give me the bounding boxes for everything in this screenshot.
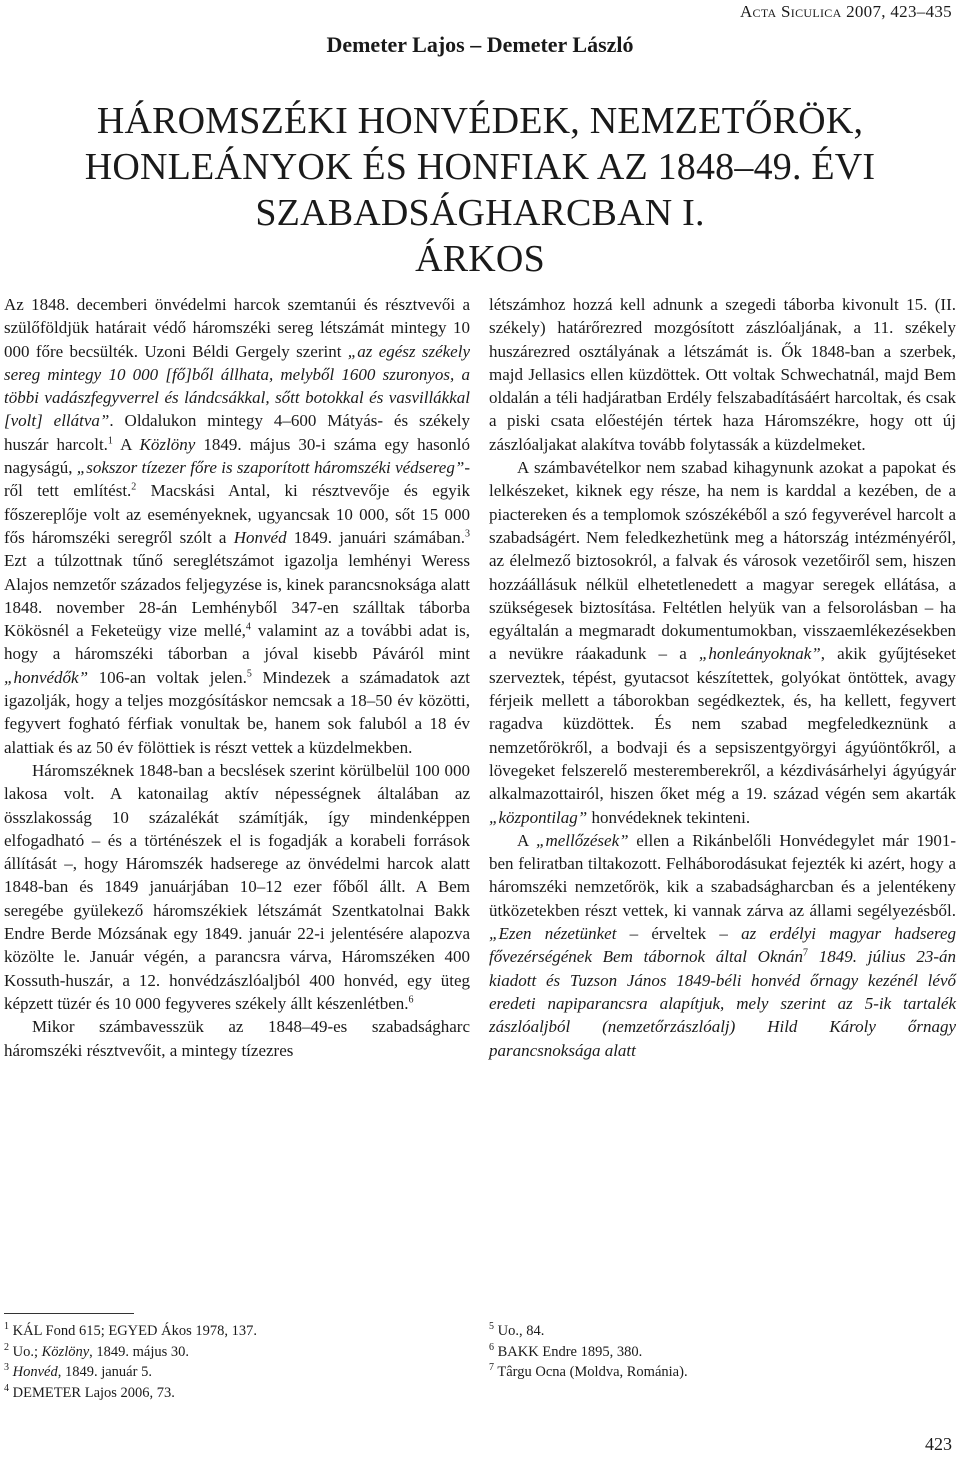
paragraph: Mikor számbavesszük az 1848–49-es szabadságharc háromszéki résztvevőit, a mintegy tízezres [4, 1017, 470, 1060]
footnote-number: 5 [489, 1321, 494, 1333]
footnote-ref[interactable]: 4 [245, 621, 251, 633]
footnote-text: KÁL Fond 615; EGYED Ákos 1978, 137. [12, 1323, 257, 1339]
text-run: Ezt a túlzottnak tűnő sereglétszámot igazolja lemhényi Weress Alajos nemzetőr százados feljegyzése is, kinek parancsnoksága alatt 1848. november 28-án Lemhényből 347-en szálltak táborba Kökösnél a Feketeügy vize mellé, [4, 551, 470, 641]
footnote [489, 1362, 949, 1383]
footnote-number: 4 [4, 1382, 9, 1394]
quote: „központilag” [489, 807, 588, 827]
left-column [4, 293, 470, 1062]
text-run: , akik gyűjtéseket szerveztek, tépést, gyutacsot készítettek, golyókat öntöttek, avagy férjeik mellett a táborokban segédkeztek, és, ha kellett, fegyvert ragadva küzdöttek. És nem szabad megfeledkeznünk a nemzetőrökről, a bodvaji és a sepsiszentgyörgyi ágyúöntőkről, a lövegeket felszerelő mesteremberekről, a kézdivásárhelyi ágyúgyár alkalmazottairól, hiszen őket még a 19. század végén sem akarták [489, 644, 956, 804]
quote: „Ezen nézetünket [489, 924, 617, 944]
footnote [4, 1321, 464, 1342]
text-run: honvédeknek tekinteni. [587, 807, 751, 827]
footnote-number: 7 [489, 1362, 494, 1374]
text-run: A [517, 830, 537, 850]
text-run: -ről tett említést. [4, 458, 470, 501]
footnote-text: Uo.; [12, 1343, 42, 1360]
footnote-source: Honvéd [12, 1364, 58, 1380]
footnote-text: , 1849. január 5. [57, 1364, 152, 1380]
footnote-number: 3 [4, 1362, 9, 1374]
footnote-ref[interactable]: 5 [246, 668, 252, 680]
source-title: Közlöny [139, 434, 196, 454]
footnote-text: , 1849. május 30. [89, 1343, 190, 1360]
footnote-text: DEMETER Lajos 2006, 73. [12, 1384, 175, 1401]
footnotes-right [489, 1321, 949, 1383]
footnote-ref[interactable]: 7 [803, 947, 809, 959]
text-run: Macskási Antal, ki résztvevője és egyik főszereplője volt az eseményeknek, ugyancsak 10 000, sőt 15 000 fős háromszéki seregről szólt a [4, 481, 470, 547]
quote: „sokszor tízezer főre is szaporított háromszéki védsereg” [76, 458, 465, 478]
quote: „az egész székely sereg mintegy 10 000 [fő]ből állhata, melyből 1600 szuronyos, a többi vadászfegyverrel és lándcsákkal, sőtt botokkal és vasvillákkal [volt] ellátva” [4, 341, 470, 431]
footnote-ref[interactable]: 6 [408, 994, 414, 1006]
running-head: Acta Siculica 2007, 423–435 [739, 2, 952, 21]
text-run: Mindezek a számadatok azt igazolják, hogy a teljes mozgósításkor nemcsak a 18–50 év közötti, fegyvert fogható férfiak vonultak be, hanem sok faluból a 18 év alattiak és az 50 év fölöttiek is részt vettek a küzdelmekben. [4, 667, 470, 757]
paragraph: létszámhoz hozzá kell adnunk a szegedi táborba kivonult 15. (II. székely) határőrezred mozgósított zászlóaljának, a 11. székely huszárezred osztályának a létszámát is. Ők 1848-ban a szerbek, majd Jellasics ellen küzdöttek. Ott voltak Schwechatnál, majd Bem oldalán a téli hadjáratban Erdély felszabadításáért harcoltak, és csak a piski csata előestéjén tértek haza Háromszékre, hogy ott új zászlóaljakat alakítva tovább folytassák a küzdelmeket. [489, 295, 956, 454]
footnote-ref[interactable]: 1 [107, 435, 113, 447]
footnote-ref[interactable]: 3 [465, 528, 470, 540]
title-line: HÁROMSZÉKI HONVÉDEK, NEMZETŐRÖK, [96, 100, 864, 142]
text-run: Az 1848. decemberi önvédelmi harcok szemtanúi és résztvevői a szülőföldjük határait védő háromszéki sereg létszámát mintegy 10 000 főre becsülték. Uzoni Béldi Gergely szerint [4, 295, 470, 361]
quote: az erdélyi magyar hadsereg fővezérségének Bem tábornok által Oknán [489, 924, 957, 967]
paragraph [489, 829, 956, 1062]
paragraph [489, 456, 956, 829]
quote: „mellőzések” [536, 830, 629, 850]
text-run: Háromszéknek 1848-ban a becslések szerint körülbelül 100 000 lakosa volt. A katonailag aktív népességnek általában az összlakosság 10 százalékát számítják, így mindenképpen elfogadható – és a történészek el is fogadják a korabeli források állítását –, hogy Háromszék hadserege az önvédelmi harcok alatt 1848-ban és 1849 januárjában 10–12 ezer főből állt. A Bem seregébe gyülekező háromszékiek létszámát Szentkatolnai Bakk Endre Berde Mózsának egy 1849. január 22-i jelentésére alapozva közölte le. Január végén, a parancsra várva, Háromszéken 400 Kossuth-huszár, a 12. honvédzászlóaljból 400 honvéd, egy üteg képzett tüzér és 10 000 fegyveres székely állt készenlétben. [4, 760, 470, 1013]
title-line: HONLEÁNYOK ÉS HONFIAK AZ 1848–49. ÉVI [84, 146, 876, 188]
footnote-ref[interactable]: 2 [131, 481, 137, 493]
footnotes-left [4, 1321, 464, 1403]
footnote-text: Târgu Ocna (Moldva, Románia). [497, 1364, 688, 1380]
text-run: ellen a Rikánbelőli Honvédegylet már 1901-ben feliratban tiltakozott. Felháborodásukat fejezték ki azért, hogy a háromszéki nemzetőrök, kik a szabadságharcban és a jelentékeny ütközetekben részt vettek, ki vannak zárva az állami segélyezésből. [489, 830, 957, 920]
paragraph [4, 293, 470, 759]
text-run: . Oldalukon mintegy 4–600 Mátyás- és székely huszár harcolt. [4, 411, 470, 454]
article-title [40, 98, 920, 282]
text-run: 1849. május 30-i száma egy hasonló nagyságú, [4, 434, 470, 478]
footnote-text: BAKK Endre 1895, 380. [497, 1343, 643, 1360]
footnote-number: 2 [4, 1341, 9, 1353]
title-line: SZABADSÁGHARCBAN I. [255, 192, 705, 234]
footnote [4, 1362, 464, 1383]
right-column [489, 293, 956, 1062]
page-number: 423 [925, 1434, 952, 1454]
footnote-number: 1 [4, 1321, 9, 1333]
footnote [4, 1342, 464, 1363]
text-run: valamint az a további adat is, hogy a háromszéki táborban a jóval kisebb Páváról mint [4, 621, 470, 664]
text-run: 1849. januári számában. [286, 527, 465, 547]
footnote [489, 1321, 949, 1342]
text-run: 106-an voltak jelen. [88, 667, 247, 687]
footnote-separator [4, 1313, 134, 1314]
footnote [4, 1383, 464, 1404]
text-run: A [112, 434, 140, 454]
footnote-text: Uo., 84. [497, 1323, 545, 1339]
text-run: A számbavételkor nem szabad kihagynunk azokat a papokat és lelkészeket, kiknek egy része, ha nem is karddal a kezében, de a piactereken és a templomok szószékéből a szó fegyverével harcolt a szabadságért. Nem feledkezhetünk meg a hátország intézményéről, az élelmező biztosokról, a falvak és városok vezetőiről sem, hiszen hozzáállásuk nélkül elhetetlenedett a magyar seregek ellátása, a szükségesek biztosítása. Feltétlen helyük van a felsorolásban – ha egyáltalán a megmaradt dokumentumokban, visszaemlékezésekben a nevükre ráakadunk – a [489, 458, 956, 664]
source-title: Honvéd [233, 527, 287, 547]
paragraph [4, 759, 470, 1015]
text-run: – érveltek – [616, 924, 742, 944]
quote: „honleányoknak” [698, 644, 821, 664]
quote: 1849. július 23-án kiadott és Tuzson János 1849-béli honvéd őrnagy kezénél lévő eredeti napiparancsra alapítjuk, mely szerint az 5-ik tartalék zászlóaljból (nemzetőrzászlóalj) Hild Károly őrnagy parancsnoksága alatt [489, 947, 956, 1060]
footnote-source: Közlöny [41, 1343, 90, 1360]
footnote-number: 6 [489, 1341, 494, 1353]
article-authors: Demeter Lajos – Demeter László [326, 32, 634, 57]
footnote [489, 1342, 949, 1363]
quote: „honvédők” [4, 667, 89, 687]
title-line: ÁRKOS [415, 238, 545, 280]
